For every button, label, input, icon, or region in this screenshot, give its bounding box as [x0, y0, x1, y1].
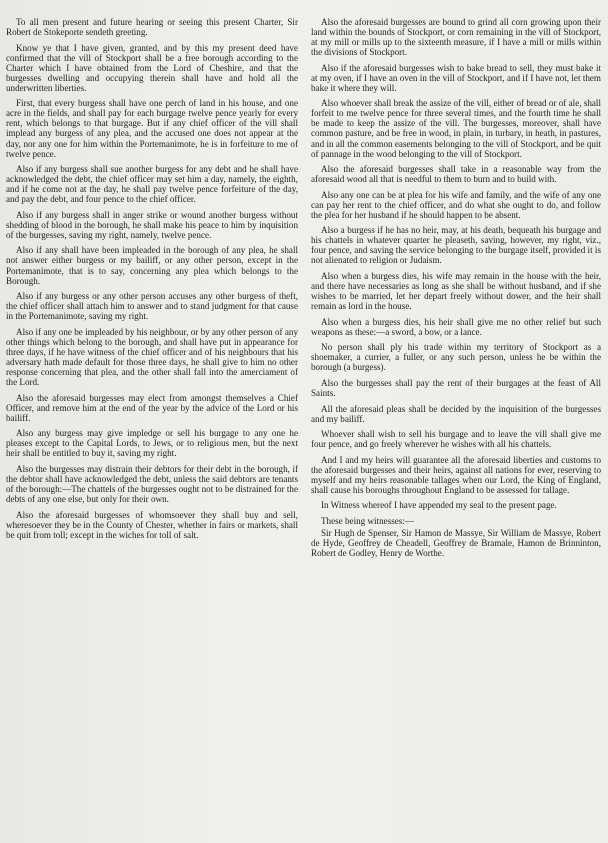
paragraph: Also if any burgess shall sue another burgess for any debt and he shall have acknowledged the debt, the chief officer may set him a day, namely, the eighth, and if he come not at the day, he shall pay twelve pence forfeiture of the day, and pay the debt, and four pence to the chief officer. — [6, 164, 298, 205]
paragraph: All the aforesaid pleas shall be decided by the inquisition of the burgesses and my bailiff. — [311, 403, 601, 424]
witnesses-list: Sir Hugh de Spenser, Sir Hamon de Massye, Sir William de Massye, Robert de Hyde, Geoffrey de Cheadell, Geoffrey de Bramale, Hamon de Brinninton, Robert de Godley, Henry de Worthe. — [311, 528, 601, 559]
paragraph: Also when a burgess dies, his wife may remain in the house with the heir, and there have necessaries as long as she shall be without husband, and if she wishes to be married, let her depart freely without dower, and the heir shall remain as lord in the house. — [311, 271, 601, 312]
paragraph: No person shall ply his trade within my territory of Stockport as a shoemaker, a currier, a fuller, or any such person, unless he be within the borough (a burgess). — [311, 342, 601, 373]
paragraph: Also any burgess may give impledge or sell his burgage to any one he pleases except to the Capital Lords, to Jews, or to religious men, but the next heir shall be entitled to buy it, saving my right. — [6, 428, 298, 459]
paragraph: Also a burgess if he has no heir, may, at his death, bequeath his burgage and his chattels in whatever quarter he pleaseth, saving, however, my right, viz., four pence, and saving the service belonging to the burgage itself, provided it is not alienated to religion or Judaism. — [311, 225, 601, 266]
paragraph: Also if any shall have been impleaded in the borough of any plea, he shall not answer either burgess or my bailiff, or any other person, except in the Portemanimote, that is to say, concerning any plea which belongs to the Borough. — [6, 245, 298, 286]
paragraph: Also the aforesaid burgesses are bound to grind all corn growing upon their land within the bounds of Stockport, or corn remaining in the vill of Stockport, at my mill or mills up to the sixteenth measure, if I have a mill or mills within the divisions of Stockport. — [311, 17, 601, 58]
paragraph: In Witness whereof I have appended my seal to the present page. — [321, 500, 557, 511]
paragraph: Also if any burgess or any other person accuses any other burgess of theft, the chief officer shall attach him to answer and to stand judgment for that cause in the Portemanimote, saving my right. — [6, 291, 298, 322]
paragraph: Also whoever shall break the assize of the vill, either of bread or of ale, shall forfeit to me twelve pence for three several times, and the fourth time he shall be made to keep the assize of the vill. The burgesses, moreover, shall have common pasture, and be free in wood, in plain, in turbary, in heath, in pastures, and in all the common easements belonging to the vill of Stockport, and be quit of pannage in the wood belonging to the vill of Stockport. — [311, 98, 601, 159]
paragraph: Also any one can be at plea for his wife and family, and the wife of any one can pay her rent to the chief officer, and do what she ought to do, and follow the plea for her husband if he should happen to be absent. — [311, 189, 601, 220]
paragraph: First, that every burgess shall have one perch of land in his house, and one acre in the fields, and shall pay for each burgage twelve pence yearly for every rent, which belongs to that burgage. But if any chief officer of the vill shall implead any burgess of any plea, and the accused one does not appear at the day, nor any one for him within the Portemanimote, he is in forfeiture to me of twelve pence. — [6, 98, 298, 159]
paragraph: And I and my heirs will guarantee all the aforesaid liberties and customs to the aforesaid burgesses and their heirs, against all nations for ever, reserving to myself and my heirs reasonable tallages when our Lord, the King of England, shall cause his boroughs throughout England to be assessed for tallage. — [311, 454, 601, 495]
paragraph: Also if any one be impleaded by his neighbour, or by any other person of any other things which belong to the borough, and shall have put in appearance for three days, if he have witness of the chief officer and of his neighbours that his adversary hath made default for those three days, he shall give to him no other response concerning that plea, and the other shall fall into the amerciament of the Lord. — [6, 326, 298, 387]
paragraph: Also the aforesaid burgesses may elect from amongst themselves a Chief Officer, and remove him at the end of the year by the advice of the Lord or his bailiff. — [6, 392, 298, 423]
paragraph: Whoever shall wish to sell his burgage and to leave the vill shall give me four pence, and go freely wherever he wishes with all his chattels. — [311, 429, 601, 450]
paragraph: To all men present and future hearing or seeing this present Charter, Sir Robert de Stokeporte sendeth greeting. — [6, 17, 298, 38]
right-column — [311, 17, 601, 564]
paragraph: Also if any burgess shall in anger strike or wound another burgess without shedding of blood in the borough, he shall make his peace to him by inquisition of the burgesses, saving my right, namely, twelve pence. — [6, 209, 298, 240]
paragraph: Also the aforesaid burgesses of whomsoever they shall buy and sell, wheresoever they be in the County of Chester, whether in fairs or markets, shall be quit from toll; except in the wiches for toll of salt. — [6, 509, 298, 540]
paragraph: Also the burgesses may distrain their debtors for their debt in the borough, if the debtor shall have acknowledged the debt, unless the said debtors are tenants of the borough:—The chattels of the burgesses ought not to be distrained for the debts of any one else, but only for their own. — [6, 463, 298, 504]
left-column — [6, 17, 298, 545]
paragraph: Know ye that I have given, granted, and by this my present deed have confirmed that the vill of Stockport shall be a free borough according to the Charter which I have obtained from the Lord of Cheshire, and that the burgesses dwelling and occupying therein shall have and hold all the underwritten liberties. — [6, 42, 298, 93]
paragraph: Also if the aforesaid burgesses wish to bake bread to sell, they must bake it at my oven, if I have an oven in the vill of Stockport, and if I have not, let them bake it where they will. — [311, 62, 601, 93]
witnesses-heading: These being witnesses:— — [321, 515, 414, 526]
paragraph: Also when a burgess dies, his heir shall give me no other relief but such weapons as these:—a sword, a bow, or a lance. — [311, 316, 601, 337]
paragraph: Also the aforesaid burgesses shall take in a reasonable way from the aforesaid wood all that is needful to them to burn and to build with. — [311, 164, 601, 185]
paragraph: Also the burgesses shall pay the rent of their burgages at the feast of All Saints. — [311, 377, 601, 398]
